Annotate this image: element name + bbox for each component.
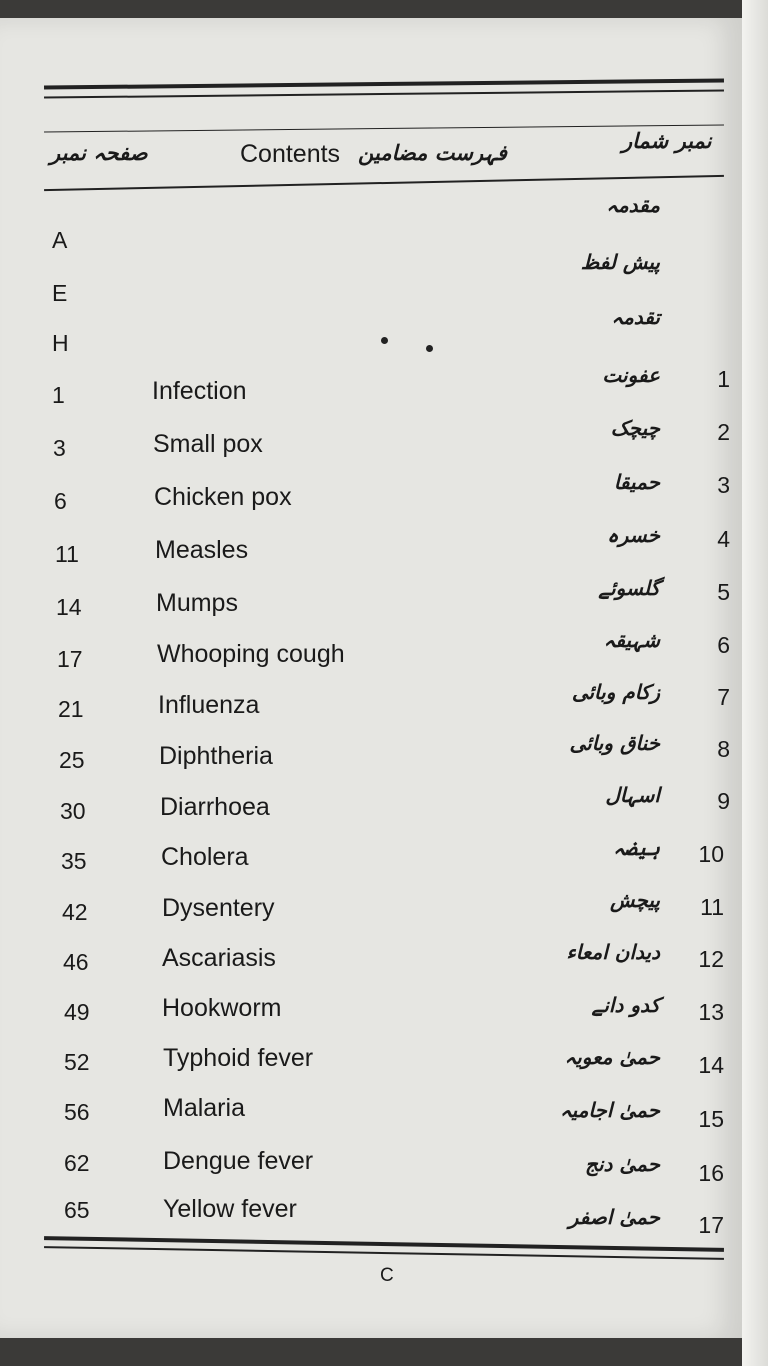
toc-title-english: Dysentery [162,894,275,922]
serial-number-heading: نمبر شمار [622,128,712,153]
front-matter-page: A [52,227,68,253]
toc-page-number: 42 [62,899,88,925]
toc-title-urdu: حمیٰ اجامیہ [559,1098,660,1122]
toc-page-number: 11 [55,541,79,567]
toc-title-urdu: شہیقہ [603,628,660,652]
contents-title-urdu: فہرست مضامین [358,140,507,165]
toc-serial-number: 8 [717,736,730,762]
toc-serial-number: 15 [698,1106,724,1132]
toc-page-number: 1 [52,382,65,408]
toc-page-number: 6 [54,488,67,514]
toc-serial-number: 17 [698,1212,724,1238]
toc-serial-number: 9 [717,788,730,814]
toc-title-urdu: حمیٰ دنج [585,1152,660,1176]
toc-title-urdu: دیدان امعاء [566,940,660,964]
toc-page-number: 30 [60,798,86,824]
toc-page-number: 62 [64,1150,90,1176]
toc-serial-number: 13 [698,999,724,1025]
toc-title-urdu: ہیضہ [613,836,660,860]
toc-title-english: Dengue fever [163,1147,314,1175]
toc-serial-number: 3 [717,472,730,498]
front-matter-title: مقدمہ [606,193,660,217]
toc-serial-number: 10 [698,841,724,867]
front-matter-title: پیش لفظ [580,250,660,274]
toc-title-english: Yellow fever [163,1195,297,1223]
toc-serial-number: 2 [717,419,730,445]
toc-title-english: Malaria [163,1094,245,1122]
toc-title-urdu: زکام وبائی [571,680,660,704]
toc-title-english: Small pox [153,430,263,458]
toc-title-urdu: حمیقا [613,470,660,494]
toc-title-urdu: کدو دانے [591,993,660,1017]
toc-title-english: Whooping cough [157,640,345,668]
toc-title-english: Influenza [158,691,260,719]
toc-title-urdu: پیچش [609,888,660,912]
toc-page-number: 3 [53,435,66,461]
toc-title-english: Diarrhoea [160,793,270,821]
toc-title-english: Typhoid fever [163,1044,314,1072]
front-matter-page: H [52,330,69,356]
toc-page-number: 56 [64,1099,90,1125]
toc-title-english: Chicken pox [154,483,292,511]
toc-page-number: 65 [64,1197,90,1223]
toc-page-number: 17 [57,646,83,672]
toc-title-urdu: خناق وبائی [569,731,660,755]
toc-title-english: Mumps [156,589,238,617]
toc-serial-number: 4 [717,526,730,552]
toc-title-urdu: اسہال [605,783,660,807]
toc-page-number: 52 [64,1049,90,1075]
toc-serial-number: 11 [700,894,724,920]
toc-title-urdu: چیچک [610,416,660,440]
bullet-dot [381,337,388,344]
toc-serial-number: 12 [698,946,724,972]
toc-page-number: 46 [63,949,89,975]
contents-title: Contents [240,140,341,168]
toc-title-urdu: عفونت [602,363,660,387]
toc-page-number: 21 [58,696,84,722]
front-matter-page: E [52,280,68,306]
footer-page-letter: C [380,1265,394,1286]
toc-serial-number: 16 [698,1160,724,1186]
toc-serial-number: 6 [717,632,730,658]
toc-title-english: Hookworm [162,994,282,1022]
page-edge [742,0,768,1366]
toc-page-number: 35 [61,848,87,874]
toc-serial-number: 5 [717,579,730,605]
toc-serial-number: 14 [698,1052,724,1078]
toc-title-english: Infection [152,377,247,405]
toc-title-english: Measles [155,536,249,564]
toc-serial-number: 7 [717,684,730,710]
toc-title-urdu: حمیٰ معویہ [564,1045,660,1069]
toc-title-urdu: حمیٰ اصفر [568,1205,660,1229]
toc-title-english: Diphtheria [159,742,273,770]
toc-page-number: 49 [64,999,90,1025]
bullet-dot [426,345,433,352]
toc-title-english: Ascariasis [162,944,276,972]
page-number-heading: صفحہ نمبر [50,140,148,165]
toc-serial-number: 1 [717,366,730,392]
toc-title-english: Cholera [161,843,249,871]
front-matter-title: تقدمہ [611,305,660,329]
toc-page-number: 25 [59,747,85,773]
toc-title-urdu: گلسوئے [598,576,660,600]
toc-title-urdu: خسرہ [607,523,660,547]
toc-page-number: 14 [56,594,82,620]
